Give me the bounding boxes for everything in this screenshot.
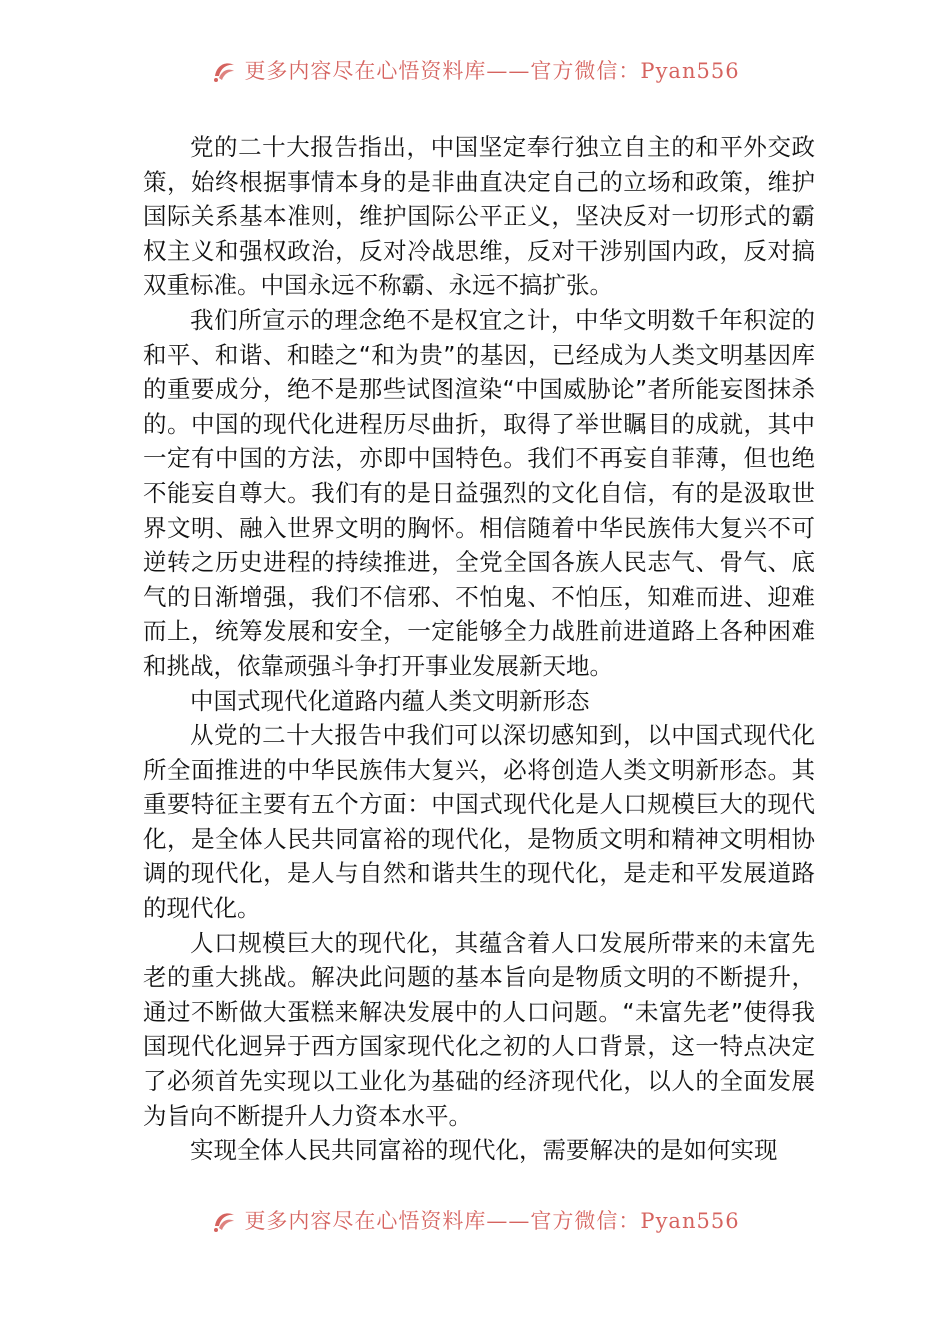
document-body xyxy=(143,130,815,1168)
paragraph-4: 人口规模巨大的现代化，其蕴含着人口发展所带来的未富先老的重大挑战。解决此问题的基本旨向是物质文明的不断提升，通过不断做大蛋糕来解决发展中的人口问题。“未富先老”使得我国现代化迥异于西方国家现代化之初的人口背景，这一特点决定了必须首先实现以工业化为基础的经济现代化，以人的全面发展为旨向不断提升人力资本水平。 xyxy=(143,928,815,1130)
brand-logo-icon xyxy=(210,56,238,84)
brand-logo-icon xyxy=(210,1206,238,1234)
paragraph-2: 我们所宣示的理念绝不是权宜之计，中华文明数千年积淀的和平、和谐、和睦之“和为贵”的基因，已经成为人类文明基因库的重要成分，绝不是那些试图渲染“中国威胁论”者所能妄图抹杀的。中国的现代化进程历尽曲折，取得了举世瞩目的成就，其中一定有中国的方法，亦即中国特色。我们不再妄自菲薄，但也绝不能妄自尊大。我们有的是日益强烈的文化自信，有的是汲取世界文明、融入世界文明的胸怀。相信随着中华民族伟大复兴不可逆转之历史进程的持续推进，全党全国各族人民志气、骨气、底气的日渐增强，我们不信邪、不怕鬼、不怕压，知难而进、迎难而上，统筹发展和安全，一定能够全力战胜前进道路上各种困难和挑战，依靠顽强斗争打开事业发展新天地。 xyxy=(143,305,815,680)
section-heading: 中国式现代化道路内蕴人类文明新形态 xyxy=(190,686,590,715)
watermark-text: 更多内容尽在心悟资料库——官方微信：Pyan556 xyxy=(244,1209,740,1233)
watermark-text: 更多内容尽在心悟资料库——官方微信：Pyan556 xyxy=(244,59,740,83)
paragraph-5: 实现全体人民共同富裕的现代化，需要解决的是如何实现 xyxy=(190,1136,778,1165)
paragraph-3: 从党的二十大报告中我们可以深切感知到，以中国式现代化所全面推进的中华民族伟大复兴，必将创造人类文明新形态。其重要特征主要有五个方面：中国式现代化是人口规模巨大的现代化，是全体人民共同富裕的现代化，是物质文明和精神文明相协调的现代化，是人与自然和谐共生的现代化，是走和平发展道路的现代化。 xyxy=(143,721,815,923)
watermark-header xyxy=(0,50,950,90)
watermark-footer xyxy=(0,1200,950,1240)
paragraph-1: 党的二十大报告指出，中国坚定奉行独立自主的和平外交政策，始终根据事情本身的是非曲直决定自己的立场和政策，维护国际关系基本准则，维护国际公平正义，坚决反对一切形式的霸权主义和强权政治，反对冷战思维，反对干涉别国内政，反对搞双重标准。中国永远不称霸、永远不搞扩张。 xyxy=(143,133,815,300)
